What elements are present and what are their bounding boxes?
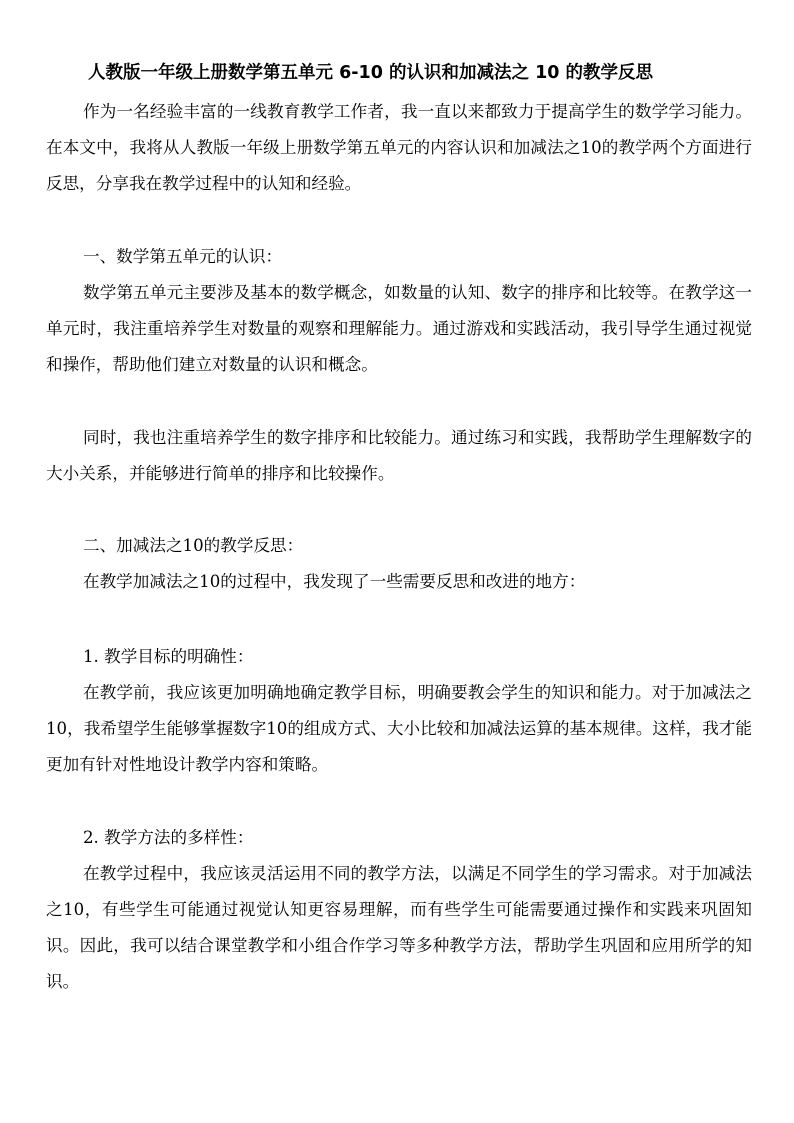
item1-heading: 1. 教学目标的明确性： (83, 647, 254, 666)
item2-paragraph: 在教学过程中，我应该灵活运用不同的教学方法，以满足不同学生的学习需求。对于加减法之10，有些学生可能通过视觉认知更容易理解，而有些学生可能需要通过操作和实践来巩固知识。因此，我可以结合课堂教学和小组合作学习等多种教学方法，帮助学生巩固和应用所学的知识。 (46, 864, 752, 991)
section1-paragraph2: 同时，我也注重培养学生的数字排序和比较能力。通过练习和实践，我帮助学生理解数字的大小关系，并能够进行简单的排序和比较操作。 (46, 428, 752, 483)
item2-heading: 2. 教学方法的多样性： (83, 828, 254, 847)
item1-paragraph: 在教学前，我应该更加明确地确定教学目标，明确要教会学生的知识和能力。对于加减法之10，我希望学生能够掌握数字10的组成方式、大小比较和加减法运算的基本规律。这样，我才能更加有针对性地设计教学内容和策略。 (46, 683, 752, 774)
section1-heading: 一、数学第五单元的认识： (83, 247, 283, 266)
intro-paragraph: 作为一名经验丰富的一线教育教学工作者，我一直以来都致力于提高学生的数学学习能力。在本文中，我将从人教版一年级上册数学第五单元的内容认识和加减法之10的教学两个方面进行反思，分享我在教学过程中的认知和经验。 (46, 102, 752, 193)
section2-heading: 二、加减法之10的教学反思： (83, 536, 304, 555)
section2-intro: 在教学加减法之10的过程中，我发现了一些需要反思和改进的地方： (83, 572, 586, 591)
section1-paragraph1: 数学第五单元主要涉及基本的数学概念，如数量的认知、数字的排序和比较等。在教学这一单元时，我注重培养学生对数量的观察和理解能力。通过游戏和实践活动，我引导学生通过视觉和操作，帮助他们建立对数量的认识和概念。 (46, 283, 752, 374)
document-title: 人教版一年级上册数学第五单元 6-10 的认识和加减法之 10 的教学反思 (88, 63, 654, 83)
